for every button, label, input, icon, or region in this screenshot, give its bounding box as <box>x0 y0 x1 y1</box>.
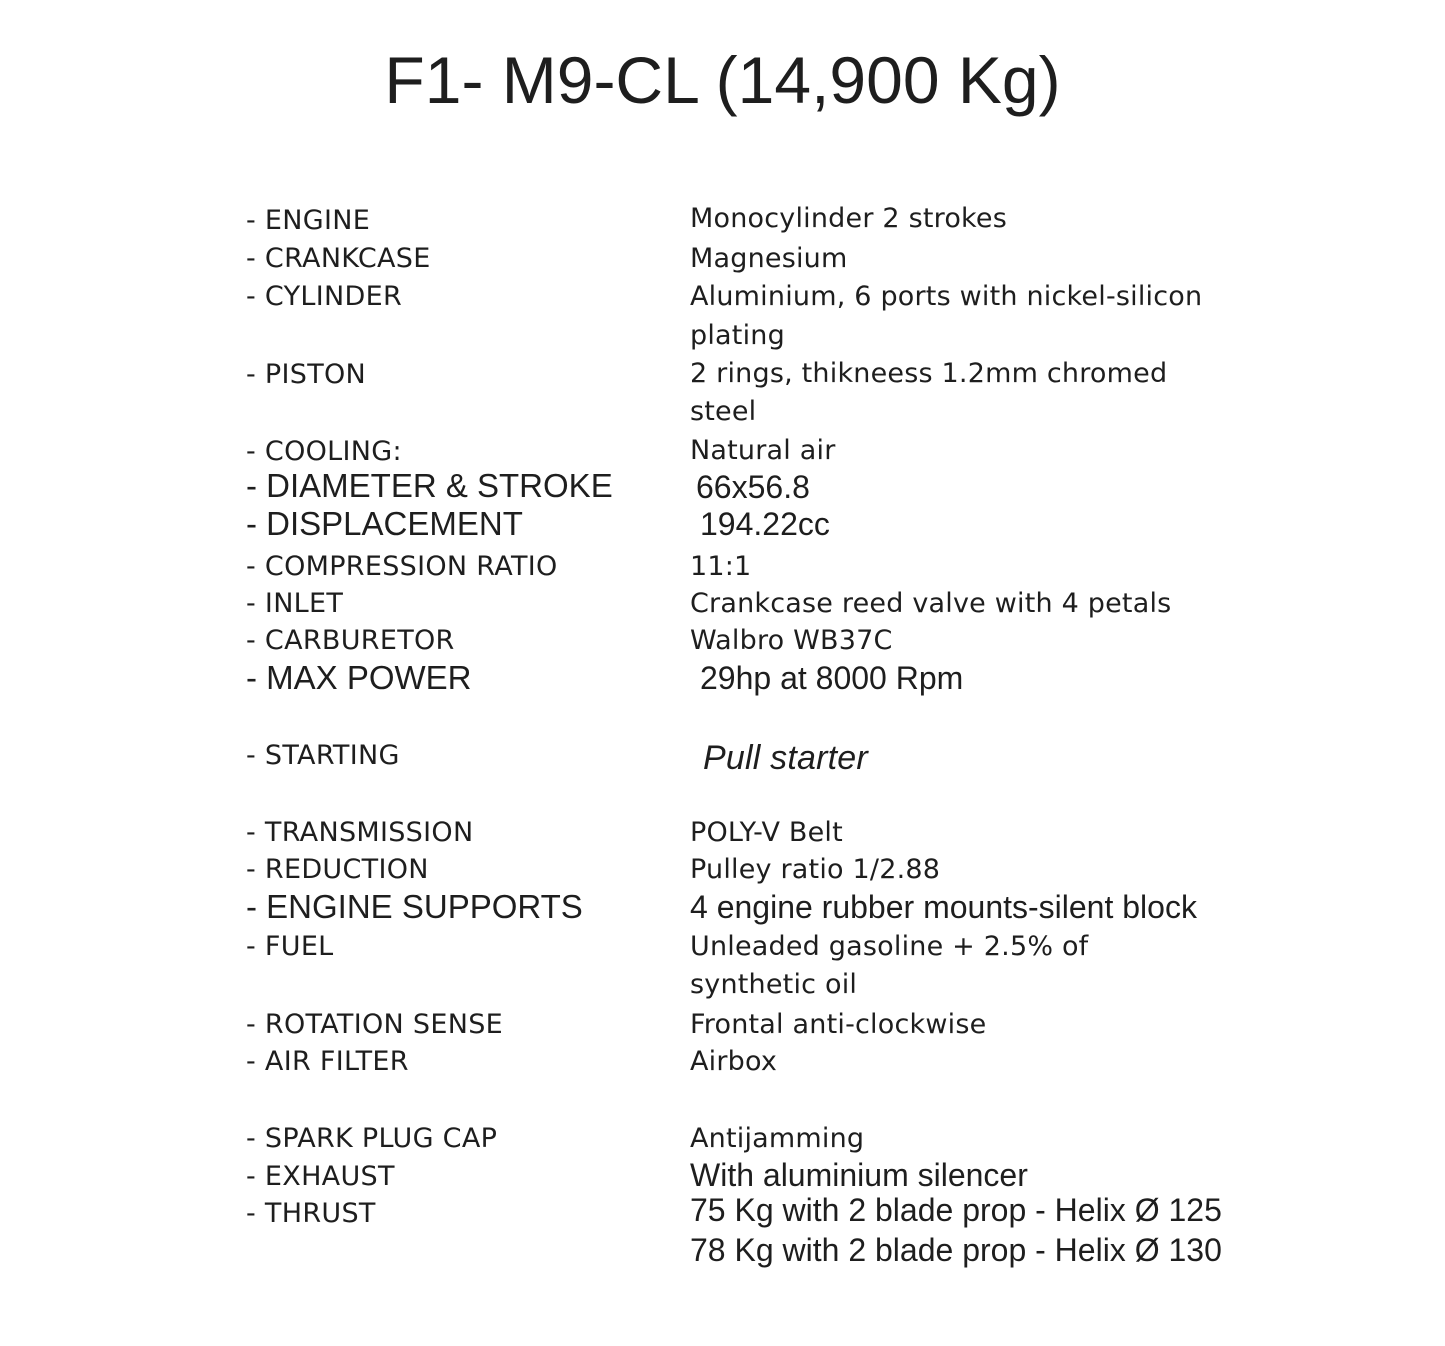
spec-value-compression-ratio: 11:1 <box>690 551 752 582</box>
spec-label-exhaust: - EXHAUST <box>246 1161 395 1192</box>
spec-value-max-power: 29hp at 8000 Rpm <box>700 660 964 696</box>
spec-value-engine: Monocylinder 2 strokes <box>690 203 1008 234</box>
spec-label-thrust: - THRUST <box>246 1198 376 1229</box>
spec-label-max-power: - MAX POWER <box>246 659 472 696</box>
spec-value-rotation-sense: Frontal anti-clockwise <box>690 1009 987 1040</box>
spec-value-inlet: Crankcase reed valve with 4 petals <box>690 588 1172 619</box>
spec-label-air-filter: - AIR FILTER <box>246 1046 409 1077</box>
spec-value-crankcase: Magnesium <box>690 243 848 274</box>
spec-value-air-filter: Airbox <box>690 1046 778 1077</box>
spec-value-thrust-line1: 75 Kg with 2 blade prop - Helix Ø 125 <box>690 1192 1222 1228</box>
spec-value-piston-line1: 2 rings, thikneess 1.2mm chromed <box>690 358 1168 389</box>
spec-value-cooling: Natural air <box>690 435 836 466</box>
spec-label-inlet: - INLET <box>246 588 344 619</box>
spec-value-reduction: Pulley ratio 1/2.88 <box>690 854 941 885</box>
spec-label-crankcase: - CRANKCASE <box>246 243 431 274</box>
spec-label-rotation-sense: - ROTATION SENSE <box>246 1009 503 1040</box>
spec-value-cylinder-line2: plating <box>690 320 785 351</box>
spec-value-transmission: POLY-V Belt <box>690 817 843 848</box>
spec-label-displacement: - DISPLACEMENT <box>246 505 523 542</box>
spec-label-diameter-stroke: - DIAMETER & STROKE <box>246 467 613 504</box>
spec-label-spark-plug-cap: - SPARK PLUG CAP <box>246 1123 498 1154</box>
spec-value-spark-plug-cap: Antijamming <box>690 1123 865 1154</box>
spec-label-cooling: - COOLING: <box>246 436 402 467</box>
spec-value-starting: Pull starter <box>703 739 868 777</box>
spec-value-exhaust: With aluminium silencer <box>690 1157 1028 1193</box>
spec-value-fuel-line2: synthetic oil <box>690 969 858 1000</box>
spec-label-compression-ratio: - COMPRESSION RATIO <box>246 551 558 582</box>
spec-value-cylinder-line1: Aluminium, 6 ports with nickel-silicon <box>690 281 1203 312</box>
spec-label-fuel: - FUEL <box>246 931 334 962</box>
spec-value-carburetor: Walbro WB37C <box>690 625 893 656</box>
spec-label-engine-supports: - ENGINE SUPPORTS <box>246 888 583 925</box>
spec-label-engine: - ENGINE <box>246 205 371 236</box>
spec-label-transmission: - TRANSMISSION <box>246 817 474 848</box>
spec-label-carburetor: - CARBURETOR <box>246 625 455 656</box>
spec-value-thrust-line2: 78 Kg with 2 blade prop - Helix Ø 130 <box>690 1232 1222 1268</box>
spec-value-piston-line2: steel <box>690 396 757 427</box>
spec-value-fuel-line1: Unleaded gasoline + 2.5% of <box>690 931 1089 962</box>
spec-value-diameter-stroke: 66x56.8 <box>696 469 810 505</box>
spec-value-engine-supports: 4 engine rubber mounts-silent block <box>690 889 1197 925</box>
spec-label-reduction: - REDUCTION <box>246 854 429 885</box>
page-title: F1- M9-CL (14,900 Kg) <box>384 43 1061 117</box>
spec-label-piston: - PISTON <box>246 359 367 390</box>
spec-label-starting: - STARTING <box>246 740 400 771</box>
spec-label-cylinder: - CYLINDER <box>246 281 403 312</box>
spec-value-displacement: 194.22cc <box>700 506 830 542</box>
